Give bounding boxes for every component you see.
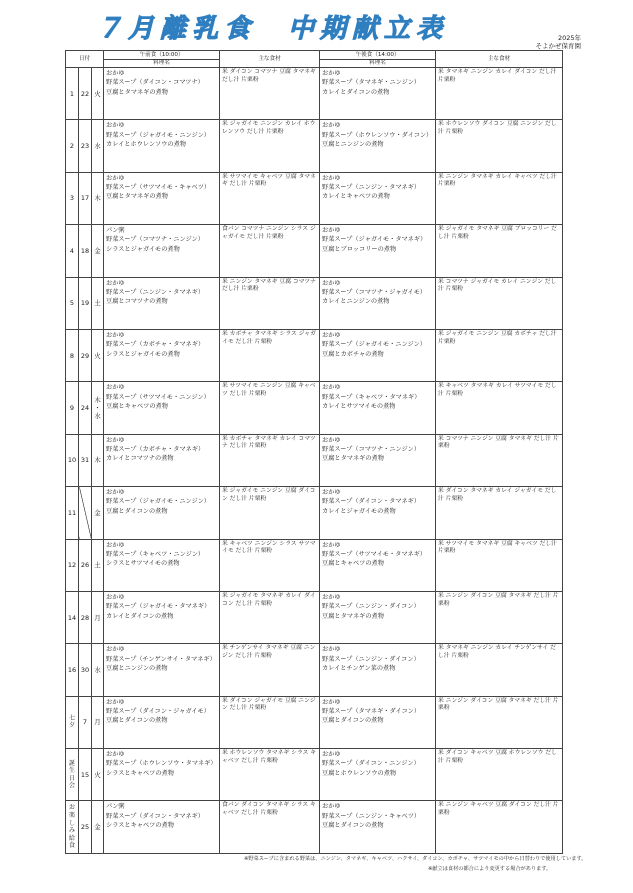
pm-dishes [320,120,436,172]
footer-note: ※野菜スープに含まれる野菜は、ニンジン、タマネギ、キャベツ、ハクサイ、ダイコン、カボチャ、サツマイモの中から日替わりで使用しています。 [244,856,587,862]
row-number: 10 [66,434,79,486]
dish-name: おかゆ [106,384,125,392]
dish-name: カレイとキャベツの煮物 [322,193,390,201]
am-dishes [104,696,220,748]
am-ingredients: 米 サツマイモ キャベツ 豆腐 タマネギ だし汁 片栗粉 [220,172,320,224]
pm-ingredients: 米 ダイコン キャベツ 豆腐 ホウレンソウ だし汁 片栗粉 [436,749,563,801]
header-row [66,51,563,60]
pm-ingredients: 米 ジャガイモ タマネギ 豆腐 ブロッコリー だし汁 片栗粉 [436,225,563,277]
weekday-char: 土 [94,561,101,570]
pm-dishes [320,749,436,801]
am-ingredients: 米 カボチャ タマネギ シラス ジャガイモ だし汁 片栗粉 [220,329,320,381]
dish-name: 野菜スープ（カボチャ・タマネギ） [106,446,205,454]
pm-dishes [320,225,436,277]
am-dishes [104,68,220,120]
dish-name: おかゆ [322,279,341,287]
dish-name: 野菜スープ（ジャガイモ・タマネギ） [106,603,211,611]
pm-ingredients: 米 キャベツ タマネギ カレイ サツマイモ だし汁 片栗粉 [436,382,563,434]
dish-name: おかゆ [106,331,125,339]
dish-name: 豆腐とタマネギの煮物 [322,455,384,463]
dish-name: 野菜スープ（サツマイモ・ニンジン） [106,393,210,401]
pm-dishes [320,382,436,434]
dish-name: おかゆ [322,646,341,654]
date-header: 日付 [66,51,104,68]
dish-name: パン粥 [106,803,125,811]
table-row [66,329,563,381]
dish-name: シラスとジャガイモの煮物 [106,245,180,253]
pm-ingredients: 米 ニンジン キャベツ 豆腐 ダイコン だし汁 片栗粉 [436,801,563,853]
table-row [66,172,563,224]
am-dishes [104,172,220,224]
dish-name: おかゆ [322,384,341,392]
dish-name: おかゆ [322,122,341,130]
dish-name: 野菜スープ（ニンジン・ダイコン） [322,603,420,611]
day-of-month: 31 [79,434,92,486]
pm-ingredients: 米 ニンジン タマネギ カレイ キャベツ だし汁 片栗粉 [436,172,563,224]
dish-name: 豆腐とカボチャの煮物 [322,350,384,358]
am-ingredients: 米 ダイコン コマツナ 豆腐 タマネギ だし汁 片栗粉 [220,68,320,120]
weekday [92,487,104,539]
event-name [66,696,79,748]
weekday [92,225,104,277]
am-ingredients: 米 カボチャ タマネギ カレイ コマツナ だし汁 片栗粉 [220,434,320,486]
table-row [66,68,563,120]
dish-name: シラスとキャベツの煮物 [106,822,174,830]
event-char: 楽 [68,811,76,819]
dish-name: おかゆ [322,331,341,339]
dish-name: 豆腐とニンジンの煮物 [106,664,168,672]
am-ingredients: 米 チンゲンサイ タマネギ 豆腐 ニンジン だし汁 片栗粉 [220,644,320,696]
weekday-char: 木 [94,456,101,465]
dish-name: おかゆ [322,751,341,759]
am-dishes [104,382,220,434]
pm-dishes [320,539,436,591]
am-dishes [104,120,220,172]
dish-name: シラスとキャベツの煮物 [106,769,174,777]
weekday-char: 火 [94,351,101,360]
table-row [66,591,563,643]
day-of-month: 26 [79,539,92,591]
pm-dishes [320,329,436,381]
weekday [92,120,104,172]
dish-name: 豆腐とダイコンの煮物 [322,822,384,830]
dish-name: 豆腐とキャベツの煮物 [322,560,384,568]
weekday-char: 水 [94,665,101,674]
dish-name: 豆腐とコマツナの煮物 [106,298,168,306]
pm-dishes [320,277,436,329]
dish-name: おかゆ [106,436,125,444]
weekday [92,696,104,748]
day-of-month: 15 [79,749,92,801]
day-of-month: 22 [79,68,92,120]
am-dishes [104,591,220,643]
dish-name: おかゆ [322,174,341,182]
dish-name: 野菜スープ（キャベツ・タマネギ） [322,393,421,401]
am-dishes [104,225,220,277]
dish-name: シラスとサツマイモの煮物 [106,560,180,568]
weekday [92,172,104,224]
event-char: 夕 [68,722,76,730]
am-dishes [104,644,220,696]
dish-name: おかゆ [106,698,125,706]
weekday [92,277,104,329]
footer-sub-note: ※献立は食材の都合により変更する場合があります。 [428,866,552,872]
table-row [66,644,563,696]
am-ingredients: 食パン ダイコン タマネギ シラス キャベツ だし汁 片栗粉 [220,801,320,853]
row-number: 3 [66,172,79,224]
am-ingredients: 米 ジャガイモ タマネギ カレイ ダイコン だし汁 片栗粉 [220,591,320,643]
table-row [66,382,563,434]
dish-name: 野菜スープ（カボチャ・タマネギ） [106,341,205,349]
dish-name: 豆腐とダイコンの煮物 [322,717,384,725]
pm-ingredients: 米 タマネギ ニンジン カレイ チンゲンサイ だし汁 片栗粉 [436,644,563,696]
weekday-char: 木 [94,396,101,405]
day-of-month: 25 [79,801,92,853]
dish-name: 野菜スープ（ニンジン・キャベツ） [322,812,421,820]
am-ingredients-header: 主な食材 [220,51,320,68]
row-number: 2 [66,120,79,172]
menu-table [65,50,563,854]
weekday-char: 土 [94,299,101,308]
pm-dishes [320,696,436,748]
dish-name: おかゆ [322,541,341,549]
dish-name: 野菜スープ（ジャガイモ・タマネギ） [322,236,427,244]
am-header: 午前食（10:00） [104,51,220,60]
day-of-month: 23 [79,120,92,172]
weekday [92,329,104,381]
day-of-month: 28 [79,591,92,643]
pm-ingredients: 米 コマツナ ジャガイモ カレイ ニンジン だし汁 片栗粉 [436,277,563,329]
row-number: 9 [66,382,79,434]
am-dishes [104,277,220,329]
dish-name: おかゆ [106,646,125,654]
dish-name: 豆腐とタマネギの煮物 [106,88,168,96]
dish-name: 野菜スープ（チンゲンサイ・タマネギ） [106,655,216,663]
pm-ingredients: 米 ニンジン ダイコン 豆腐 タマネギ だし汁 片栗粉 [436,591,563,643]
dish-name: 野菜スープ（コマツナ・ニンジン） [106,236,204,244]
pm-ingredients-header: 主な食材 [436,51,563,68]
am-ingredients: 米 ホウレンソウ タマネギ シラス キャベツ だし汁 片栗粉 [220,749,320,801]
am-ingredients: 米 ニンジン タマネギ 豆腐 コマツナ だし汁 片栗粉 [220,277,320,329]
am-dishes [104,749,220,801]
table-row [66,749,563,801]
am-dish-header: 料理名 [104,60,220,68]
dish-name: おかゆ [322,227,341,235]
dish-name: カレイとコマツナの煮物 [106,455,174,463]
pm-dishes [320,591,436,643]
dish-name: おかゆ [106,174,125,182]
row-number: 14 [66,591,79,643]
day-of-month: 7 [79,696,92,748]
event-char: 食 [68,842,76,850]
page-title: ７月離乳食 中期献立表 [96,14,449,44]
dish-name: カレイとダイコンの煮物 [322,88,390,96]
am-dishes [104,539,220,591]
dish-name: カレイとホウレンソウの煮物 [106,140,186,148]
dish-name: 豆腐とキャベツの煮物 [106,402,168,410]
table-row [66,487,563,539]
weekday [92,801,104,853]
pm-ingredients: 米 ジャガイモ ニンジン 豆腐 カボチャ だし汁 片栗粉 [436,329,563,381]
event-char: 誕 [68,759,76,767]
am-ingredients: 米 ジャガイモ ニンジン 豆腐 ダイコン だし汁 片栗粉 [220,487,320,539]
am-dishes [104,487,220,539]
event-char: 給 [68,834,76,842]
dish-name: おかゆ [322,698,341,706]
pm-ingredients: 米 コマツナ ニンジン 豆腐 タマネギ だし汁 片栗粉 [436,434,563,486]
dish-name: おかゆ [322,803,341,811]
event-name [66,749,79,801]
dish-name: 野菜スープ（サツマイモ・キャベツ） [106,184,211,192]
table-row [66,225,563,277]
dish-name: 豆腐とニンジンの煮物 [322,140,384,148]
event-char: 日 [68,774,76,782]
weekday-char: 月 [94,718,101,727]
dish-name: おかゆ [322,70,341,77]
day-of-month: 18 [79,225,92,277]
dish-name: 野菜スープ（サツマイモ・タマネギ） [322,550,427,558]
dish-name: 野菜スープ（ジャガイモ・ニンジン） [106,131,210,139]
weekday-char: 水 [94,142,101,151]
dish-name: パン粥 [106,227,125,235]
event-char: 七 [68,714,76,722]
pm-dishes [320,644,436,696]
am-ingredients: 米 ダイコン ジャガイモ 豆腐 ニンジン だし汁 片栗粉 [220,696,320,748]
table-row [66,696,563,748]
dish-name: 野菜スープ（タマネギ・ニンジン） [322,79,421,87]
pm-ingredients: 米 ホウレンソウ ダイコン 豆腐 ニンジン だし汁 片栗粉 [436,120,563,172]
event-char: お [68,804,76,812]
weekday-char: 金 [94,246,101,255]
dish-name: おかゆ [106,751,125,759]
table-row [66,801,563,853]
am-dishes [104,329,220,381]
dish-name: 野菜スープ（ダイコン・ジャガイモ） [106,707,210,715]
organization-name: そよかぜ保育園 [535,42,581,50]
weekday [92,68,104,120]
day-of-month: 30 [79,644,92,696]
row-number: 12 [66,539,79,591]
event-char: み [68,827,76,835]
day-of-month: 29 [79,329,92,381]
event-name [66,801,79,853]
weekday-char: 火 [94,770,101,779]
event-char: し [68,819,76,827]
pm-dishes [320,172,436,224]
pm-header: 午後食（14:00） [320,51,436,60]
dish-name: おかゆ [322,593,341,601]
dish-name: 野菜スープ（ホウレンソウ・ダイコン） [322,131,433,139]
weekday-char: ・ [94,404,101,413]
am-ingredients: 米 キャベツ ニンジン シラス サツマイモ だし汁 片栗粉 [220,539,320,591]
weekday [92,591,104,643]
row-number: 11 [66,487,79,539]
dish-name: カレイとダイコンの煮物 [106,612,174,620]
table-row [66,120,563,172]
dish-name: 豆腐とタマネギの煮物 [322,612,384,620]
dish-name: 野菜スープ（ジャガイモ・ニンジン） [322,341,426,349]
dish-name: 野菜スープ（ニンジン・ダイコン） [322,655,420,663]
pm-ingredients: 米 ダイコン タマネギ カレイ ジャガイモ だし汁 片栗粉 [436,487,563,539]
pm-dish-header: 料理名 [320,60,436,68]
dish-name: おかゆ [106,122,125,130]
pm-ingredients: 米 サツマイモ タマネギ 豆腐 キャベツ だし汁 片栗粉 [436,539,563,591]
dish-name: おかゆ [106,489,125,497]
pm-ingredients: 米 ニンジン ダイコン 豆腐 タマネギ だし汁 片栗粉 [436,696,563,748]
am-ingredients: 米 サツマイモ ニンジン 豆腐 キャベツ だし汁 片栗粉 [220,382,320,434]
weekday-char: 金 [94,823,101,832]
dish-name: 野菜スープ（ダイコン・ニンジン） [322,760,420,768]
table-row [66,539,563,591]
row-number: 1 [66,68,79,120]
dish-name: 野菜スープ（コマツナ・ニンジン） [322,446,420,454]
dish-name: 野菜スープ（ニンジン・タマネギ） [106,288,205,296]
dish-name: 野菜スープ（ホウレンソウ・タマネギ） [106,760,217,768]
day-of-month: 19 [79,277,92,329]
dish-name: 豆腐とブロッコリーの煮物 [322,245,397,253]
dish-name: 野菜スープ（キャベツ・ニンジン） [106,550,205,558]
year-label: 2025年 [557,34,581,42]
dish-name: おかゆ [106,279,125,287]
weekday [92,434,104,486]
dish-name: シラスとジャガイモの煮物 [106,350,180,358]
day-of-month [79,487,92,539]
weekday [92,382,104,434]
dish-name: 豆腐とダイコンの煮物 [106,507,168,515]
day-of-month: 17 [79,172,92,224]
pm-dishes [320,487,436,539]
weekday-char: 水 [94,412,101,421]
dish-name: おかゆ [322,436,341,444]
event-char: 生 [68,767,76,775]
table-row [66,277,563,329]
dish-name: カレイとサツマイモの煮物 [322,402,396,410]
weekday [92,749,104,801]
row-number: 5 [66,277,79,329]
weekday-char: 金 [94,508,101,517]
dish-name: 野菜スープ（ダイコン・タマネギ） [322,498,421,506]
pm-dishes [320,801,436,853]
dish-name: 豆腐とタマネギの煮物 [106,193,168,201]
weekday-char: 月 [94,613,101,622]
pm-dishes [320,434,436,486]
pm-dishes [320,68,436,120]
am-ingredients: 食パン コマツナ ニンジン シラス ジャガイモ だし汁 片栗粉 [220,225,320,277]
dish-name: 野菜スープ（ダイコン・コマツナ） [106,79,204,87]
dish-name: おかゆ [106,541,125,549]
dish-name: 野菜スープ（コマツナ・ジャガイモ） [322,288,427,296]
dish-name: 野菜スープ（タマネギ・ダイコン） [322,707,421,715]
dish-name: 野菜スープ（ジャガイモ・ニンジン） [106,498,210,506]
am-dishes [104,434,220,486]
dish-name: カレイとチンゲン菜の煮物 [322,664,396,672]
weekday [92,539,104,591]
weekday-char: 木 [94,194,101,203]
dish-name: 豆腐とダイコンの煮物 [106,717,168,725]
day-of-month: 24 [79,382,92,434]
row-number: 16 [66,644,79,696]
row-number: 4 [66,225,79,277]
am-ingredients: 米 ジャガイモ ニンジン カレイ ホウレンソウ だし汁 片栗粉 [220,120,320,172]
am-dishes [104,801,220,853]
dish-name: カレイとジャガイモの煮物 [322,507,396,515]
weekday-char: 火 [94,89,101,98]
dish-name: 野菜スープ（ダイコン・タマネギ） [106,812,205,820]
row-number: 8 [66,329,79,381]
event-char: 会 [68,782,76,790]
dish-name: 野菜スープ（ニンジン・タマネギ） [322,184,421,192]
dish-name: おかゆ [106,70,125,77]
dish-name: おかゆ [322,489,341,497]
table-row [66,434,563,486]
dish-name: 豆腐とホウレンソウの煮物 [322,769,397,777]
dish-name: カレイとニンジンの煮物 [322,298,390,306]
weekday [92,644,104,696]
dish-name: おかゆ [106,593,125,601]
pm-ingredients: 米 タマネギ ニンジン カレイ ダイコン だし汁 片栗粉 [436,68,563,120]
